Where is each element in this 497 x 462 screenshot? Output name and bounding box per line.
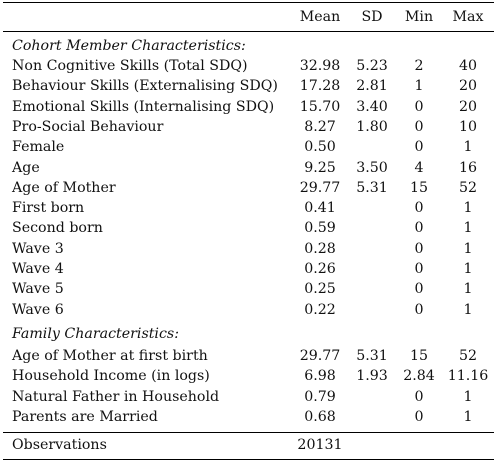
cell-mean: 6.98 [304, 368, 336, 385]
cell-mean: 0.79 [304, 388, 336, 405]
header-max: Max [452, 9, 484, 25]
cell-max: 16 [458, 159, 478, 176]
table-row [0, 97, 497, 117]
cell-min: 0 [414, 388, 424, 405]
footer-rule [3, 432, 494, 433]
cell-max: 1 [463, 301, 473, 318]
cell-mean: 0.68 [304, 408, 336, 425]
bottom-rule [3, 459, 494, 460]
cell-sd: 5.23 [356, 58, 388, 74]
header-sd: SD [361, 9, 383, 25]
cell-sd: 2.81 [356, 78, 388, 95]
row-label: Wave 5 [12, 281, 64, 298]
header-rule [3, 31, 494, 32]
table-row [0, 158, 497, 178]
cell-max: 10 [458, 118, 478, 135]
row-label: Female [12, 139, 65, 156]
cell-min: 0 [414, 301, 424, 318]
cell-sd: 5.31 [356, 179, 388, 196]
row-label: Pro-Social Behaviour [12, 118, 164, 135]
observations-label: Observations [12, 437, 107, 453]
header-row [0, 7, 497, 27]
cell-max: 1 [463, 261, 473, 277]
cell-max: 20 [458, 78, 478, 95]
cell-max: 1 [463, 281, 473, 298]
cell-mean: 29.77 [299, 179, 341, 196]
cell-min: 2 [414, 58, 424, 74]
cell-sd: 3.50 [356, 159, 388, 176]
cell-sd: 1.80 [356, 118, 388, 135]
row-label: Wave 6 [12, 301, 64, 318]
header-mean: Mean [299, 9, 341, 25]
table-row [0, 56, 497, 76]
row-label: First born [12, 200, 85, 217]
cell-min: 1 [414, 78, 424, 95]
table-row [0, 239, 497, 259]
row-label: Wave 3 [12, 240, 64, 257]
table-row [0, 137, 497, 157]
cell-min: 0 [414, 98, 424, 115]
table-row [0, 178, 497, 198]
cell-max: 1 [463, 408, 473, 425]
table-row [0, 407, 497, 427]
cell-min: 0 [414, 261, 424, 277]
row-label: Household Income (in logs) [12, 368, 210, 385]
table-row [0, 76, 497, 96]
row-label: Behaviour Skills (Externalising SDQ) [12, 78, 278, 95]
cell-min: 0 [414, 118, 424, 135]
section-title-label: Family Characteristics: [12, 326, 179, 342]
cell-max: 1 [463, 220, 473, 237]
cell-sd: 3.40 [356, 98, 388, 115]
row-label: Age [12, 159, 40, 176]
observations-value: 20131 [297, 437, 343, 453]
section-title-family [0, 324, 497, 344]
row-label: Natural Father in Household [12, 388, 220, 405]
cell-mean: 0.25 [304, 281, 336, 298]
cell-min: 0 [414, 408, 424, 425]
cell-mean: 0.28 [304, 240, 336, 257]
cell-min: 0 [414, 220, 424, 237]
cell-min: 2.84 [403, 368, 435, 385]
cell-mean: 0.41 [304, 200, 336, 217]
section-title-cohort [0, 36, 497, 56]
row-label: Wave 4 [12, 261, 64, 277]
cell-mean: 0.50 [304, 139, 336, 156]
table-row [0, 346, 497, 366]
cell-mean: 0.26 [304, 261, 336, 277]
cell-mean: 9.25 [304, 159, 336, 176]
table-row [0, 300, 497, 320]
table-row [0, 198, 497, 218]
cell-max: 1 [463, 139, 473, 156]
row-label: Emotional Skills (Internalising SDQ) [12, 98, 275, 115]
cell-mean: 8.27 [304, 118, 336, 135]
table-row [0, 259, 497, 279]
cell-max: 1 [463, 240, 473, 257]
cell-mean: 15.70 [299, 98, 341, 115]
table-row [0, 387, 497, 407]
cell-min: 0 [414, 139, 424, 156]
table-row [0, 279, 497, 299]
table-row [0, 218, 497, 238]
cell-mean: 29.77 [299, 348, 341, 364]
cell-max: 52 [458, 179, 478, 196]
row-label: Age of Mother at first birth [12, 348, 208, 364]
cell-max: 40 [458, 58, 478, 74]
top-rule [3, 2, 494, 3]
cell-min: 4 [414, 159, 424, 176]
cell-mean: 32.98 [299, 58, 341, 74]
row-label: Parents are Married [12, 408, 158, 425]
cell-sd: 1.93 [356, 368, 388, 385]
cell-mean: 0.22 [304, 301, 336, 318]
observations-row [0, 435, 497, 455]
row-label: Age of Mother [12, 179, 116, 196]
cell-min: 0 [414, 240, 424, 257]
section-title-label: Cohort Member Characteristics: [12, 38, 246, 54]
cell-min: 15 [409, 348, 429, 364]
cell-max: 20 [458, 98, 478, 115]
cell-max: 1 [463, 388, 473, 405]
cell-mean: 17.28 [299, 78, 341, 95]
cell-max: 11.16 [447, 368, 489, 385]
cell-min: 0 [414, 281, 424, 298]
cell-max: 1 [463, 200, 473, 217]
row-label: Non Cognitive Skills (Total SDQ) [12, 58, 248, 74]
cell-min: 15 [409, 179, 429, 196]
cell-mean: 0.59 [304, 220, 336, 237]
cell-max: 52 [458, 348, 478, 364]
table-row [0, 117, 497, 137]
table-row [0, 366, 497, 386]
cell-min: 0 [414, 200, 424, 217]
row-label: Second born [12, 220, 103, 237]
cell-sd: 5.31 [356, 348, 388, 364]
header-min: Min [404, 9, 434, 25]
